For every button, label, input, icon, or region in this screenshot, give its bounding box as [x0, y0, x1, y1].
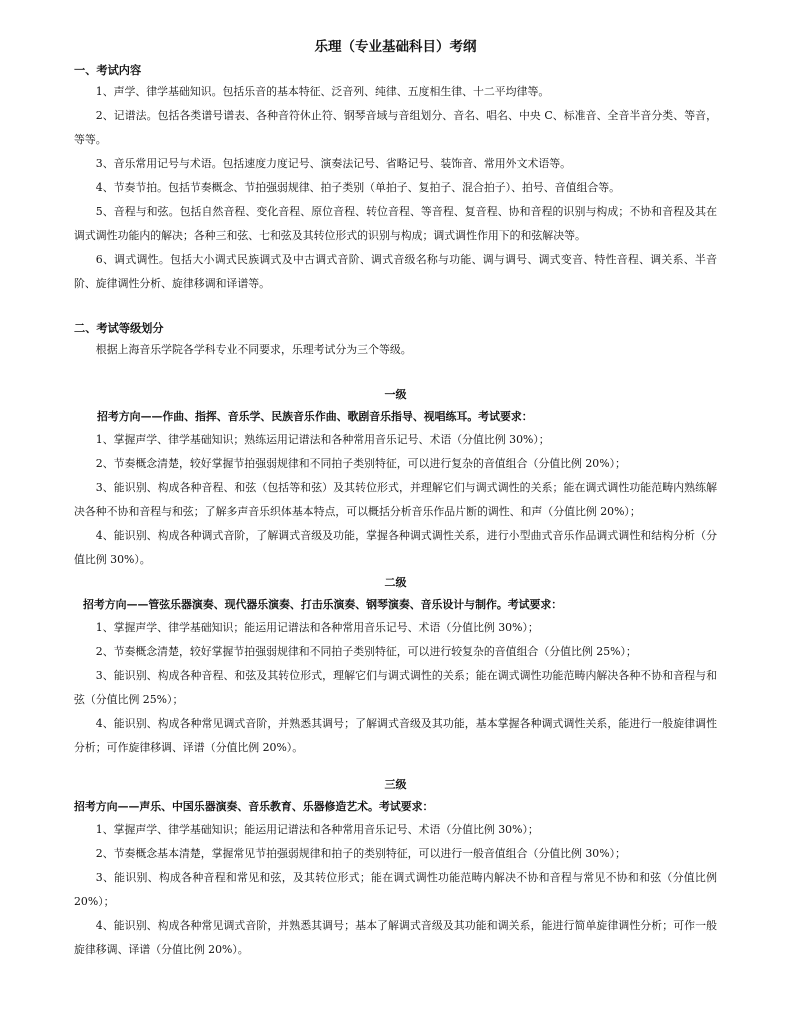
spacer [74, 760, 717, 774]
document-title: 乐理（专业基础科目）考纲 [314, 39, 477, 55]
level-2-item-3: 3、能识别、构成各种音程、和弦及其转位形式，理解它们与调式调性的关系；能在调式调性功能范畴内解决各种不协和音程与和弦（分值比例 25%）； [74, 669, 717, 706]
level-1-item-2: 2、节奏概念清楚，较好掌握节拍强弱规律和不同拍子类别特征，可以进行复杂的音值组合（分值比例 20%）； [95, 457, 626, 470]
content-item-5: 5、音程与和弦。包括自然音程、变化音程、原位音程、转位音程、等音程、复音程、协和音程的识别与构成；不协和音程及其在调式调性功能内的解决；各种三和弦、七和弦及其转位形式的识别与构成；调式调性作用下的和弦解决等。 [74, 205, 717, 242]
level-2-item-4: 4、能识别、构成各种常见调式音阶，并熟悉其调号；了解调式音级及其功能，基本掌握各种调式调性关系，能进行一般旋律调性分析；可作旋律移调、译谱（分值比例 20%）。 [74, 717, 717, 754]
content-item-3: 3、音乐常用记号与术语。包括速度力度记号、演奏法记号、省略记号、装饰音、常用外文术语等。 [95, 157, 572, 170]
level-1-item-3: 3、能识别、构成各种音程、和弦（包括等和弦）及其转位形式，并理解它们与调式调性的关系；能在调式调性功能范畴内熟练解决各种不协和音程与和弦；了解多声音乐织体基本特点，可以概括分析音乐作品片断的调性、和声（分值比例 20%）； [74, 481, 717, 518]
content-item-2: 2、记谱法。包括各类谱号谱表、各种音符休止符、钢琴音域与音组划分、音名、唱名、中央 C、标准音、全音半音分类、等音，等等。 [74, 109, 717, 146]
content-item-1: 1、声学、律学基础知识。包括乐音的基本特征、泛音列、纯律、五度相生律、十二平均律等。 [95, 85, 550, 98]
section-heading-exam-content: 一、考试内容 [74, 63, 142, 77]
level-2-heading: 二级 [384, 576, 407, 589]
level-2-item-1: 1、掌握声学、律学基础知识；能运用记谱法和各种常用音乐记号、术语（分值比例 30%）； [95, 621, 539, 634]
level-1-heading: 一级 [384, 388, 407, 401]
level-3-item-2: 2、节奏概念基本清楚，掌握常见节拍强弱规律和拍子的类别特征，可以进行一般音值组合（分值比例 30%）； [95, 847, 626, 860]
level-3-item-3: 3、能识别、构成各种音程和常见和弦，及其转位形式；能在调式调性功能范畴内解决不协和音程与常见不协和和弦（分值比例 20%）； [74, 871, 717, 908]
level-3-item-4: 4、能识别、构成各种常见调式音阶，并熟悉其调号；基本了解调式音级及其功能和调关系，能进行简单旋律调性分析；可作一般旋律移调、译谱（分值比例 20%）。 [74, 919, 717, 956]
level-3-item-1: 1、掌握声学、律学基础知识；能运用记谱法和各种常用音乐记号、术语（分值比例 30%）； [95, 823, 539, 836]
level-3-heading: 三级 [384, 778, 407, 791]
content-item-6: 6、调式调性。包括大小调式民族调式及中古调式音阶、调式音级名称与功能、调与调号、调式变音、特性音程、调关系、半音阶、旋律调性分析、旋律移调和译谱等。 [74, 253, 717, 290]
spacer [74, 362, 717, 384]
level-1-item-4: 4、能识别、构成各种调式音阶，了解调式音级及功能，掌握各种调式调性关系，进行小型曲式音乐作品调式调性和结构分析（分值比例 30%）。 [74, 529, 717, 566]
level-3-direction: 招考方向——声乐、中国乐器演奏、音乐教育、乐器修造艺术。考试要求： [74, 800, 434, 813]
level-1-item-1: 1、掌握声学、律学基础知识；熟练运用记谱法和各种常用音乐记号、术语（分值比例 30%）； [95, 433, 550, 446]
level-2-item-2: 2、节奏概念清楚，较好掌握节拍强弱规律和不同拍子类别特征，可以进行较复杂的音值组合（分值比例 25%）； [95, 645, 637, 658]
level-2-direction: 招考方向——管弦乐器演奏、现代器乐演奏、打击乐演奏、钢琴演奏、音乐设计与制作。考试要求： [83, 598, 563, 611]
section-heading-levels: 二、考试等级划分 [74, 321, 164, 335]
level-1-direction: 招考方向——作曲、指挥、音乐学、民族音乐作曲、歌剧音乐指导、视唱练耳。考试要求： [97, 410, 533, 423]
levels-intro: 根据上海音乐学院各学科专业不同要求，乐理考试分为三个等级。 [95, 343, 412, 356]
spacer [74, 296, 717, 318]
content-item-4: 4、节奏节拍。包括节奏概念、节拍强弱规律、拍子类别（单拍子、复拍子、混合拍子）、拍号、音值组合等。 [95, 181, 621, 194]
